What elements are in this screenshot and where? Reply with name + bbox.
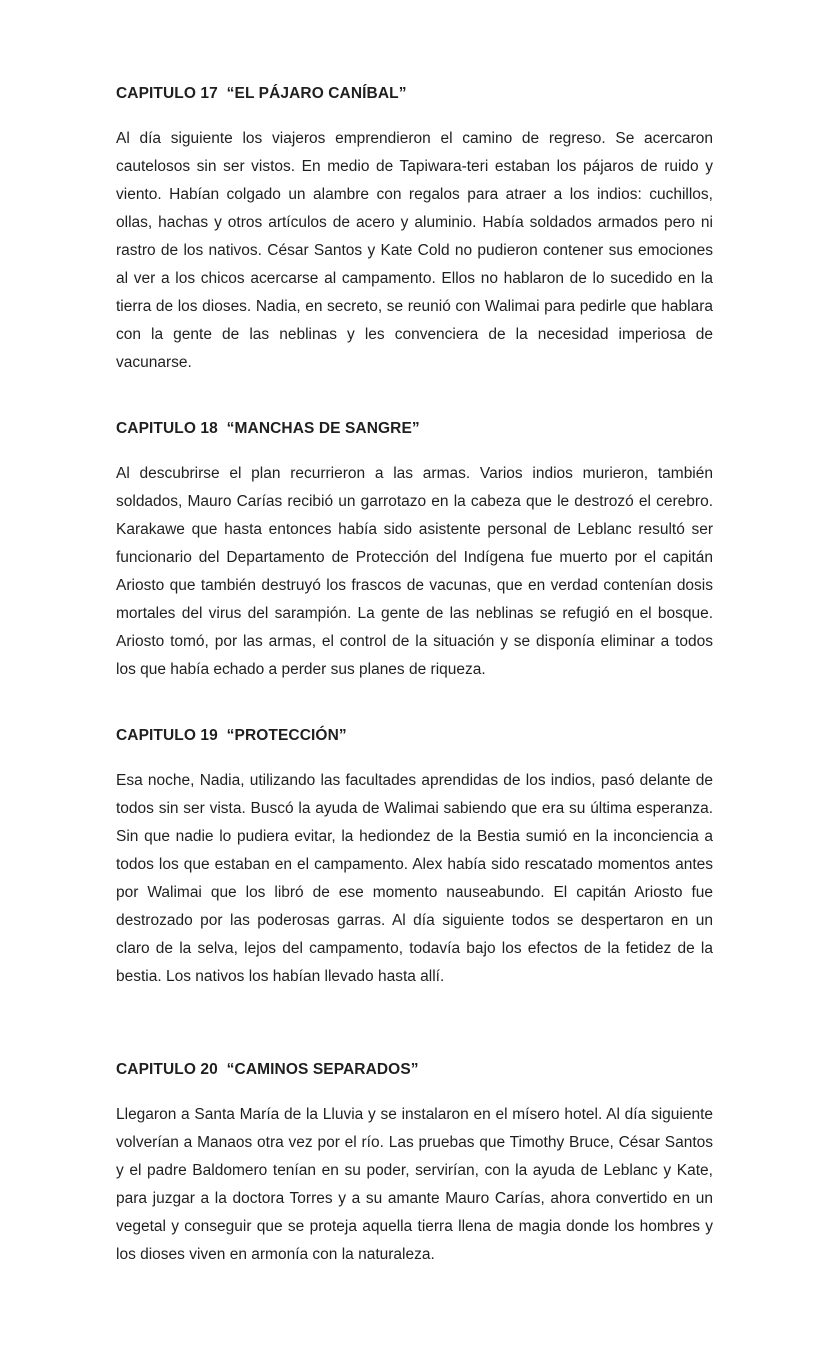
chapter-18 xyxy=(116,419,713,684)
chapter-body: Llegaron a Santa María de la Lluvia y se instalaron en el mísero hotel. Al día siguiente volverían a Manaos otra vez por el río. Las pruebas que Timothy Bruce, César Santos y el padre Baldomero tenían en su poder, servirían, con la ayuda de Leblanc y Kate, para juzgar a la doctora Torres y a su amante Mauro Carías, ahora convertido en un vegetal y conseguir que se proteja aquella tierra llena de magia donde los hombres y los dioses viven en armonía con la naturaleza. xyxy=(116,1106,713,1263)
chapter-title: CAPITULO 18 “MANCHAS DE SANGRE” xyxy=(116,420,420,437)
chapter-title: CAPITULO 20 “CAMINOS SEPARADOS” xyxy=(116,1061,419,1078)
chapter-title: CAPITULO 19 “PROTECCIÓN” xyxy=(116,727,347,744)
chapter-body: Esa noche, Nadia, utilizando las facultades aprendidas de los indios, pasó delante de todos sin ser vista. Buscó la ayuda de Walimai sabiendo que era su última esperanza. Sin que nadie lo pudiera evitar, la hediondez de la Bestia sumió en la inconciencia a todos los que estaban en el campamento. Alex había sido rescatado momentos antes por Walimai que los libró de ese momento nauseabundo. El capitán Ariosto fue destrozado por las poderosas garras. Al día siguiente todos se despertaron en un claro de la selva, lejos del campamento, todavía bajo los efectos de la fetidez de la bestia. Los nativos los habían llevado hasta allí. xyxy=(116,772,713,985)
chapter-19 xyxy=(116,726,713,991)
chapter-body: Al día siguiente los viajeros emprendieron el camino de regreso. Se acercaron cautelosos sin ser vistos. En medio de Tapiwara-teri estaban los pájaros de ruido y viento. Habían colgado un alambre con regalos para atraer a los indios: cuchillos, ollas, hachas y otros artículos de acero y aluminio. Había soldados armados pero ni rastro de los nativos. César Santos y Kate Cold no pudieron contener sus emociones al ver a los chicos acercarse al campamento. Ellos no hablaron de lo sucedido en la tierra de los dioses. Nadia, en secreto, se reunió con Walimai para pedirle que hablara con la gente de las neblinas y les convenciera de la necesidad imperiosa de vacunarse. xyxy=(116,130,713,371)
chapter-20 xyxy=(116,1060,713,1269)
chapter-17 xyxy=(116,84,713,377)
chapter-title: CAPITULO 17 “EL PÁJARO CANÍBAL” xyxy=(116,85,407,102)
chapter-body: Al descubrirse el plan recurrieron a las armas. Varios indios murieron, también soldados, Mauro Carías recibió un garrotazo en la cabeza que le destrozó el cerebro. Karakawe que hasta entonces había sido asistente personal de Leblanc resultó ser funcionario del Departamento de Protección del Indígena fue muerto por el capitán Ariosto que también destruyó los frascos de vacunas, que en verdad contenían dosis mortales del virus del sarampión. La gente de las neblinas se refugió en el bosque. Ariosto tomó, por las armas, el control de la situación y se disponía eliminar a todos los que había echado a perder sus planes de riqueza. xyxy=(116,465,713,678)
